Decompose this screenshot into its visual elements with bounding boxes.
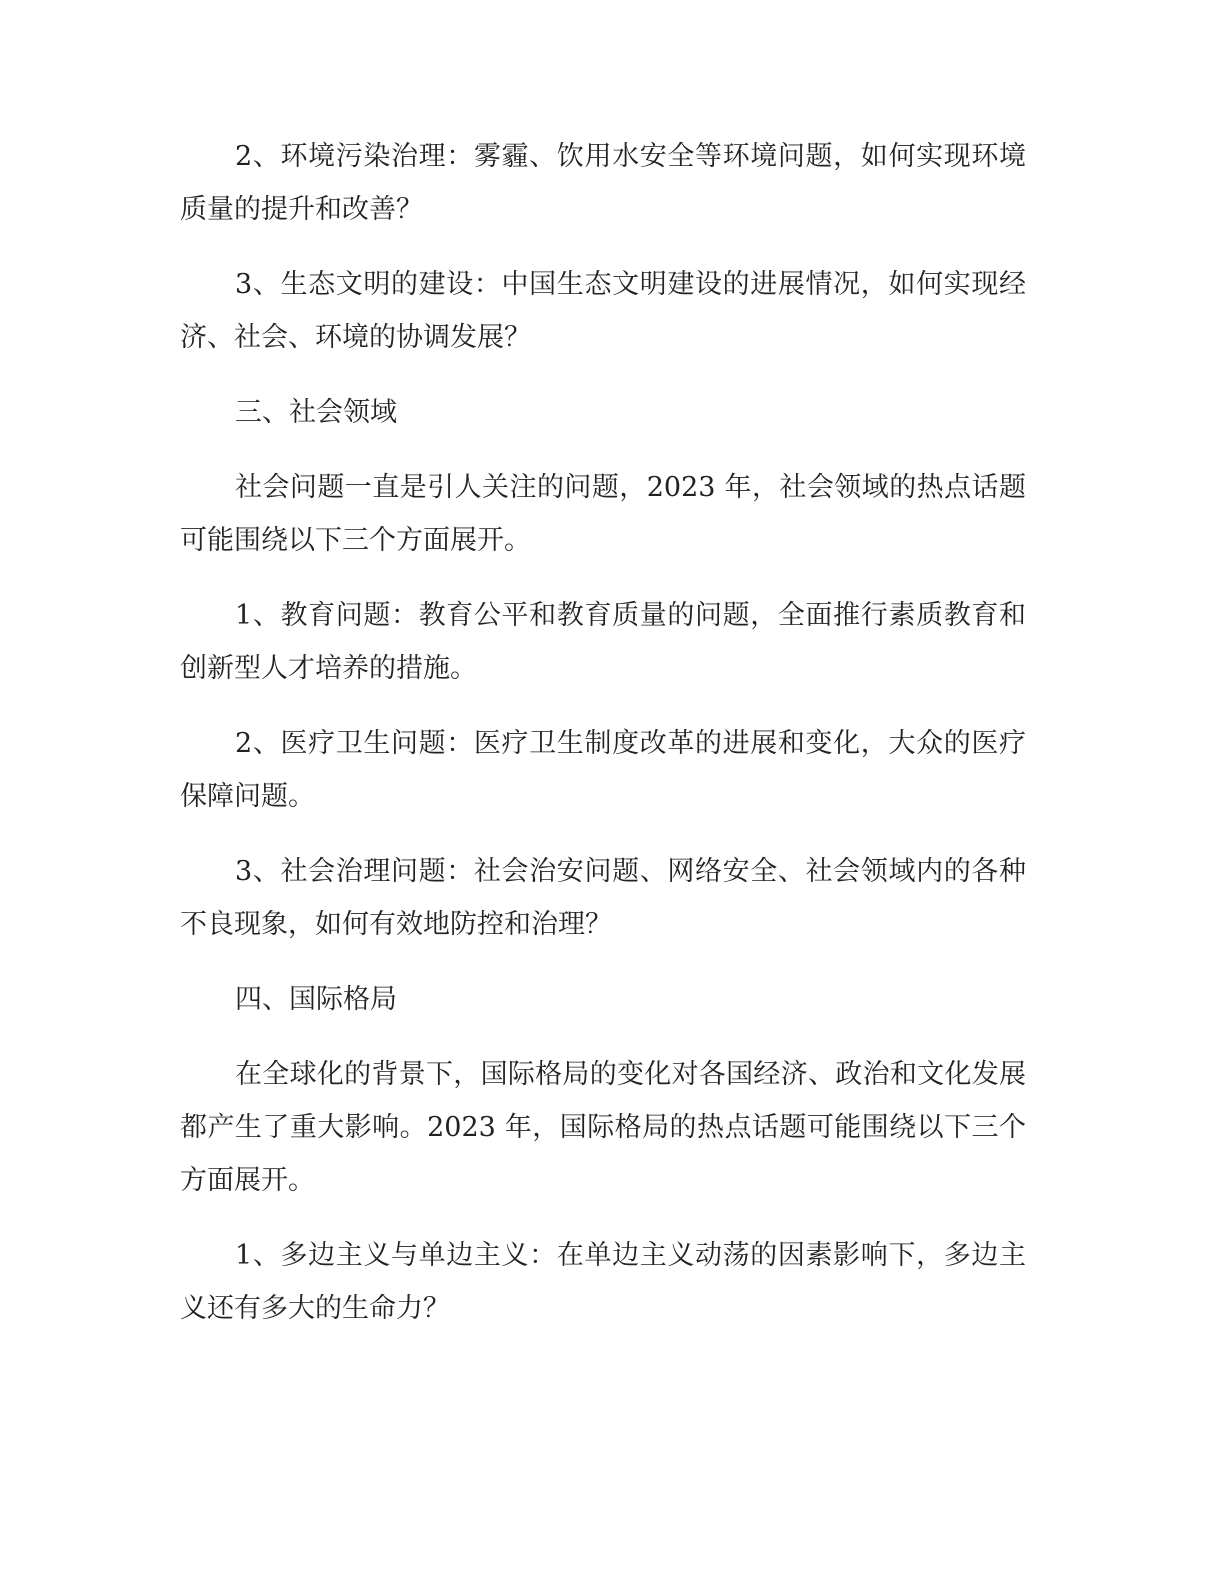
paragraph-social-intro: 社会问题一直是引人关注的问题，2023 年，社会领域的热点话题可能围绕以下三个方面展开。 bbox=[180, 472, 1026, 556]
section-heading-international: 四、国际格局 bbox=[235, 984, 397, 1015]
section-heading-social: 三、社会领域 bbox=[235, 397, 397, 428]
paragraph-ecological-civilization: 3、生态文明的建设：中国生态文明建设的进展情况，如何实现经济、社会、环境的协调发展？ bbox=[180, 269, 1026, 353]
paragraph-international-intro: 在全球化的背景下，国际格局的变化对各国经济、政治和文化发展都产生了重大影响。2023 年，国际格局的热点话题可能围绕以下三个方面展开。 bbox=[180, 1059, 1026, 1196]
document-body bbox=[180, 130, 1026, 1357]
paragraph-healthcare: 2、医疗卫生问题：医疗卫生制度改革的进展和变化，大众的医疗保障问题。 bbox=[180, 728, 1026, 812]
paragraph-education: 1、教育问题：教育公平和教育质量的问题，全面推行素质教育和创新型人才培养的措施。 bbox=[180, 600, 1026, 684]
paragraph-multilateralism: 1、多边主义与单边主义：在单边主义动荡的因素影响下，多边主义还有多大的生命力？ bbox=[180, 1240, 1026, 1324]
paragraph-environment-pollution: 2、环境污染治理：雾霾、饮用水安全等环境问题，如何实现环境质量的提升和改善？ bbox=[180, 141, 1026, 225]
paragraph-social-governance: 3、社会治理问题：社会治安问题、网络安全、社会领域内的各种不良现象，如何有效地防控和治理？ bbox=[180, 856, 1026, 940]
